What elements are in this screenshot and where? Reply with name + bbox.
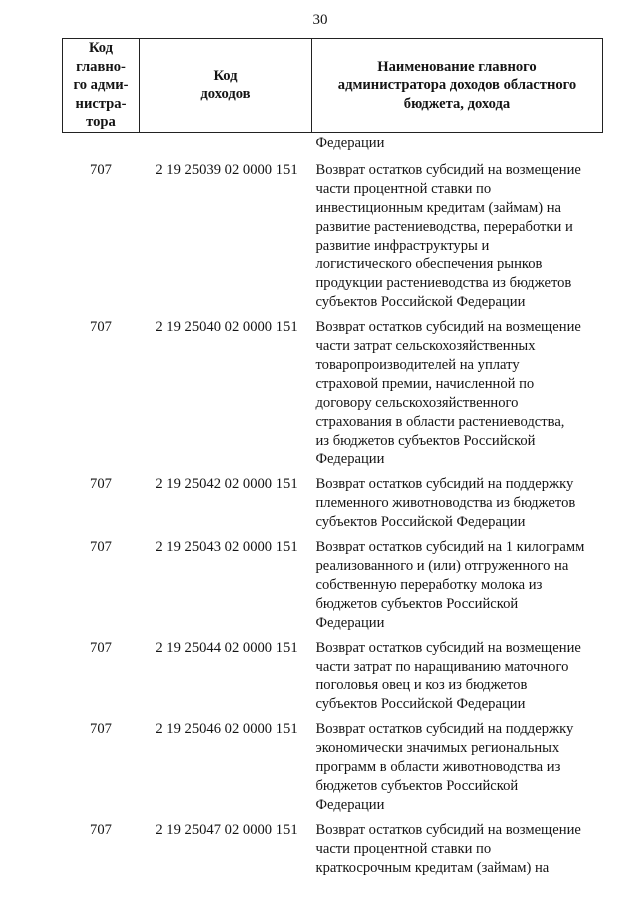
income-code-cell: 2 19 25043 02 0000 151 <box>155 539 298 556</box>
admin-code-cell: 707 <box>90 821 112 838</box>
header-admin-line: нистра- <box>75 95 127 112</box>
table-row <box>63 160 603 317</box>
header-name <box>312 39 603 133</box>
table-row <box>63 537 603 638</box>
table-row <box>63 638 603 720</box>
header-admin-line: го адми- <box>73 77 129 94</box>
income-name-cell <box>312 474 603 537</box>
income-name-line: собственную переработку молока из <box>315 576 543 593</box>
admin-code-cell: 707 <box>90 639 112 656</box>
continuation-text: Федерации <box>315 134 385 151</box>
income-name-line: из бюджетов субъектов Российской <box>315 432 536 449</box>
income-name-cell <box>312 820 603 883</box>
income-codes-table <box>62 38 603 883</box>
income-name-line: Возврат остатков субсидий на возмещение <box>315 639 581 656</box>
income-name-line: бюджетов субъектов Российской <box>315 595 519 612</box>
header-name-line: Наименование главного <box>377 58 537 75</box>
income-name-line: Возврат остатков субсидий на возмещение <box>315 319 581 336</box>
income-code-cell: 2 19 25040 02 0000 151 <box>155 319 298 336</box>
admin-code-cell: 707 <box>90 319 112 336</box>
income-name-line: части затрат сельскохозяйственных <box>315 338 536 355</box>
table-row <box>63 820 603 883</box>
income-name-cell <box>312 317 603 474</box>
income-name-line: Возврат остатков субсидий на возмещение <box>315 821 581 838</box>
table-row <box>63 474 603 537</box>
income-name-line: Федерации <box>315 614 385 631</box>
income-name-line: программ в области животноводства из <box>315 759 561 776</box>
income-code-cell: 2 19 25047 02 0000 151 <box>155 821 298 838</box>
income-name-cell <box>312 160 603 317</box>
header-admin-line: Код <box>88 40 114 56</box>
header-name-line: бюджета, дохода <box>403 95 511 112</box>
income-name-line: продукции растениеводства из бюджетов <box>315 275 572 292</box>
header-admin-line: тора <box>86 114 116 131</box>
header-income-code <box>140 39 312 133</box>
admin-code-cell: 707 <box>90 161 112 178</box>
table-row <box>63 719 603 820</box>
income-name-line: Возврат остатков субсидий на поддержку <box>315 721 574 738</box>
income-name-line: субъектов Российской Федерации <box>315 696 526 713</box>
income-name-line: Федерации <box>315 451 385 468</box>
admin-code-cell: 707 <box>90 539 112 556</box>
income-code-cell: 2 19 25046 02 0000 151 <box>155 721 298 738</box>
income-name-line: Возврат остатков субсидий на 1 килограмм <box>315 539 585 556</box>
table-row <box>63 317 603 474</box>
income-name-line: реализованного и (или) отгруженного на <box>315 558 569 574</box>
income-code-cell: 2 19 25042 02 0000 151 <box>155 476 298 493</box>
income-name-line: бюджетов субъектов Российской <box>315 777 519 794</box>
income-name-line: Федерации <box>315 796 385 813</box>
income-name-line: развитие инфраструктуры и <box>315 237 490 254</box>
income-name-line: поголовья овец и коз из бюджетов <box>315 677 528 694</box>
page-number: 30 <box>312 12 328 28</box>
header-income-line: Код <box>213 67 238 84</box>
admin-code-cell: 707 <box>90 476 112 493</box>
header-admin-code <box>63 39 140 133</box>
income-code-cell: 2 19 25039 02 0000 151 <box>155 161 298 178</box>
continuation-row <box>63 132 603 159</box>
income-name-line: товаропроизводителей на уплату <box>315 356 520 373</box>
income-name-line: логистического обеспечения рынков <box>315 256 543 273</box>
income-name-line: страховой премии, начисленной по <box>315 375 535 392</box>
header-admin-line: главно- <box>76 58 126 75</box>
income-name-line: части затрат по наращиванию маточного <box>315 658 569 675</box>
header-name-line: администратора доходов областного <box>337 77 577 94</box>
income-name-cell <box>312 638 603 720</box>
header-income-line: доходов <box>200 86 251 103</box>
income-name-line: Возврат остатков субсидий на поддержку <box>315 476 574 493</box>
income-name-line: развитие растениеводства, переработки и <box>315 218 573 235</box>
income-name-line: племенного животноводства из бюджетов <box>315 495 576 512</box>
income-name-cell <box>312 537 603 638</box>
income-name-line: договору сельскохозяйственного <box>315 394 519 411</box>
income-name-line: части процентной ставки по <box>315 180 492 197</box>
income-name-line: субъектов Российской Федерации <box>315 514 526 531</box>
income-name-line: субъектов Российской Федерации <box>315 294 526 311</box>
table-body <box>63 132 603 882</box>
income-name-line: экономически значимых региональных <box>315 740 560 757</box>
income-name-cell <box>312 719 603 820</box>
income-name-line: части процентной ставки по <box>315 840 492 857</box>
income-name-line: инвестиционным кредитам (займам) на <box>315 199 562 216</box>
admin-code-cell: 707 <box>90 721 112 738</box>
income-code-cell: 2 19 25044 02 0000 151 <box>155 639 298 656</box>
income-name-line: краткосрочным кредитам (займам) на <box>315 859 550 876</box>
income-name-line: Возврат остатков субсидий на возмещение <box>315 161 581 178</box>
table-header <box>63 39 603 133</box>
income-name-line: страхования в области растениеводства, <box>315 413 565 430</box>
